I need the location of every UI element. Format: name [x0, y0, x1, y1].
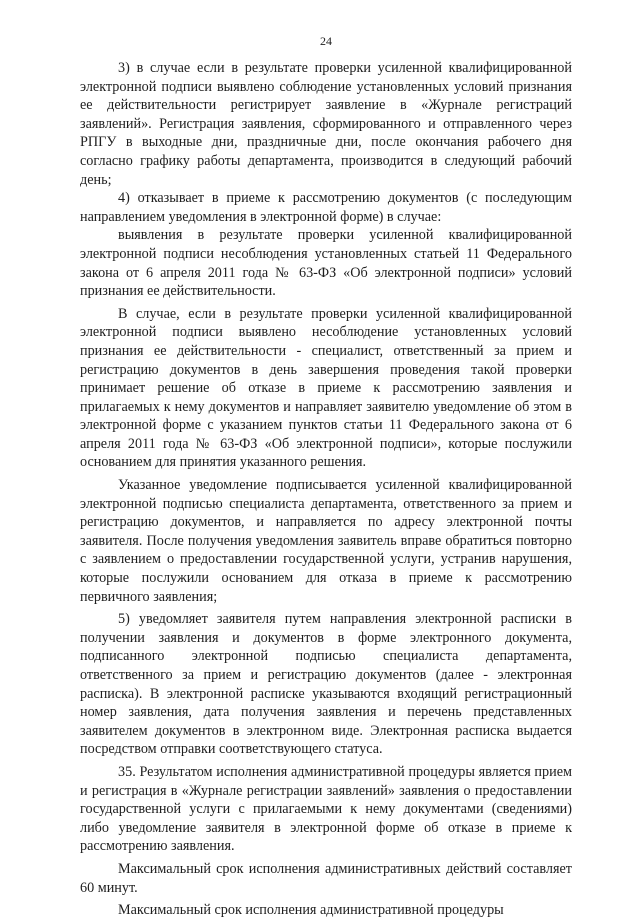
- paragraph-max-duration-actions: Максимальный срок исполнения административных действий составляет 60 минут.: [80, 860, 572, 896]
- paragraph-item-5-receipt: 5) уведомляет заявителя путем направления электронной расписки в получении заявления и документов в форме электронного документа, подписанного электронной подписью специалиста департамента, ответственного за прием и регистрацию документов (далее - электронная расписка). В электронной расписке указываются входящий регистрационный номер заявления, дата получения заявления и перечень представленных заявителем документов в электронном виде. Электронная расписка выдается посредством отправки соответствующего статуса.: [80, 611, 572, 758]
- paragraph-refusal-decision: В случае, если в результате проверки усиленной квалифицированной электронной подписи выявлено несоблюдение установленных условий признания ее действительности - специалист, ответственный за прием и регистрацию документов в день завершения проведения такой проверки принимает решение об отказе в приеме к рассмотрению заявления и прилагаемых к нему документов и направляет заявителю уведомление об этом в электронной форме с указанием пунктов статьи 11 Федерального закона от 6 апреля 2011 года № 63-ФЗ «Об электронной подписи», которые послужили основанием для принятия указанного решения.: [80, 305, 572, 471]
- paragraph-max-duration-procedure: Максимальный срок исполнения административной процедуры: [118, 902, 504, 919]
- paragraph-notification-signing: Указанное уведомление подписывается усиленной квалифицированной электронной подписью специалиста департамента, ответственного за прием и регистрацию документов, и направляется по адресу электронной почты заявителя. После получения уведомления заявитель вправе обратиться повторно с заявлением о предоставлении государственной услуги, устранив нарушения, которые послужили основанием для отказа в приеме к рассмотрению первичного заявления;: [80, 477, 572, 605]
- page-number: 24: [320, 34, 332, 48]
- paragraph-item-3-registration: 3) в случае если в результате проверки усиленной квалифицированной электронной подписи выявлено соблюдение установленных условий признания ее действительности регистрирует заявление в «Журнале регистраций заявлений». Регистрация заявления, сформированного и отправленного через РПГУ в выходные дни, праздничные дни, после окончания рабочего дня согласно графику работы департамента, производится в следующий рабочий день;: [80, 60, 572, 188]
- paragraph-refusal-condition: выявления в результате проверки усиленной квалифицированной электронной подписи несоблюдения установленных статьей 11 Федерального закона от 6 апреля 2011 года № 63-ФЗ «Об электронной подписи» условий признания ее действительности.: [80, 227, 572, 300]
- paragraph-35-result: 35. Результатом исполнения административной процедуры является прием и регистрация в «Журнале регистрации заявлений» заявления о предоставлении государственной услуги с прилагаемыми к нему документами (сведениями) либо уведомление заявителя в электронной форме об отказе в приеме к рассмотрению заявления.: [80, 763, 572, 855]
- paragraph-item-4-refusal: 4) отказывает в приеме к рассмотрению документов (с последующим направлением уведомления в электронной форме) в случае:: [80, 190, 572, 225]
